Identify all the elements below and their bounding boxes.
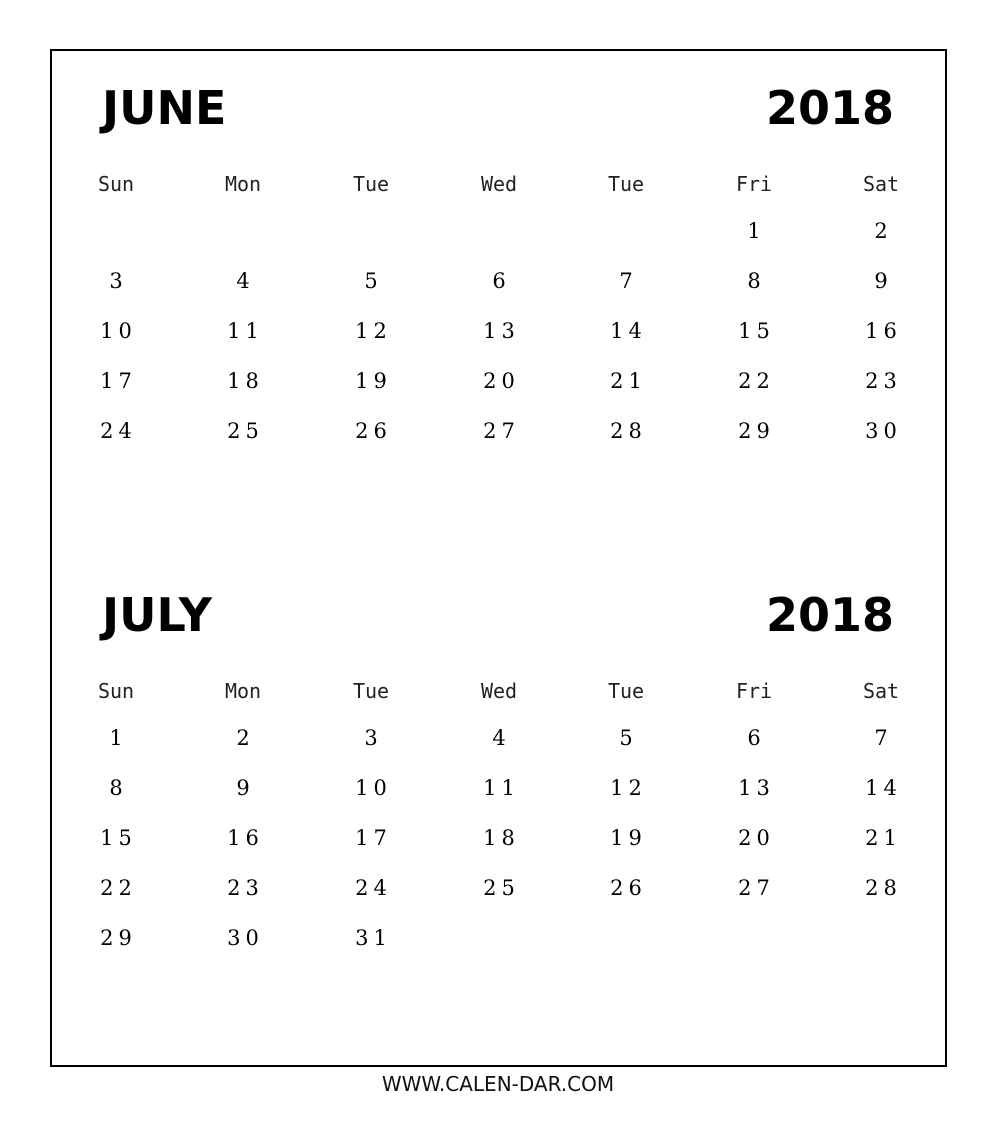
- day-cell: 22: [738, 369, 775, 393]
- day-cell: 23: [227, 876, 264, 900]
- weekday-label: Sun: [97, 172, 135, 196]
- day-cell: 19: [355, 369, 392, 393]
- day-cell: 31: [355, 926, 392, 950]
- day-cell: 27: [738, 876, 775, 900]
- day-cell: 29: [738, 419, 775, 443]
- weekday-label: Wed: [480, 172, 518, 196]
- day-cell: 1: [747, 219, 766, 243]
- calendar-frame: [50, 49, 947, 1067]
- weekday-header-row: [52, 172, 945, 196]
- weekday-label: Fri: [735, 172, 773, 196]
- day-cell: 6: [747, 726, 766, 750]
- day-cell: 23: [865, 369, 902, 393]
- weekday-label: Mon: [224, 172, 262, 196]
- day-cell: 22: [100, 876, 137, 900]
- weekday-label: Wed: [480, 679, 518, 703]
- weekday-header-row: [52, 679, 945, 703]
- weekday-label: Tue: [607, 172, 645, 196]
- day-cell: 3: [364, 726, 383, 750]
- weekday-label: Tue: [607, 679, 645, 703]
- day-cell: 26: [355, 419, 392, 443]
- day-cell: 7: [619, 269, 638, 293]
- day-cell: 8: [747, 269, 766, 293]
- day-cell: 24: [355, 876, 392, 900]
- day-cell: 8: [109, 776, 128, 800]
- day-cell: 10: [100, 319, 137, 343]
- day-cell: 21: [610, 369, 647, 393]
- day-cell: 18: [483, 826, 520, 850]
- day-cell: 21: [865, 826, 902, 850]
- day-cell: 14: [865, 776, 902, 800]
- day-cell: 25: [227, 419, 264, 443]
- day-cell: 27: [483, 419, 520, 443]
- day-cell: 25: [483, 876, 520, 900]
- day-cell: 17: [355, 826, 392, 850]
- weekday-label: Sat: [862, 172, 900, 196]
- day-cell: 16: [227, 826, 264, 850]
- day-cell: 14: [610, 319, 647, 343]
- year-title: 2018: [765, 81, 894, 135]
- day-cell: 3: [109, 269, 128, 293]
- footer-website-url[interactable]: WWW.CALEN-DAR.COM: [381, 1072, 615, 1096]
- day-cell: 24: [100, 419, 137, 443]
- weekday-label: Mon: [224, 679, 262, 703]
- day-cell: 28: [865, 876, 902, 900]
- day-cell: 15: [738, 319, 775, 343]
- day-cell: 11: [483, 776, 520, 800]
- day-cell: 30: [227, 926, 264, 950]
- day-cell: 9: [236, 776, 255, 800]
- day-cell: 28: [610, 419, 647, 443]
- day-cell: 20: [738, 826, 775, 850]
- day-cell: 30: [865, 419, 902, 443]
- weekday-label: Sat: [862, 679, 900, 703]
- weekday-label: Tue: [352, 172, 390, 196]
- day-cell: 5: [364, 269, 383, 293]
- weekday-label: Tue: [352, 679, 390, 703]
- day-cell: 12: [355, 319, 392, 343]
- day-cell: 12: [610, 776, 647, 800]
- day-cell: 13: [483, 319, 520, 343]
- day-cell: 26: [610, 876, 647, 900]
- day-cell: 17: [100, 369, 137, 393]
- day-cell: 11: [227, 319, 264, 343]
- weekday-label: Fri: [735, 679, 773, 703]
- month-title: JUNE: [102, 81, 227, 135]
- day-cell: 6: [492, 269, 511, 293]
- day-cell: 5: [619, 726, 638, 750]
- day-cell: 4: [236, 269, 255, 293]
- day-cell: 16: [865, 319, 902, 343]
- month-title: JULY: [102, 588, 212, 642]
- day-cell: 29: [100, 926, 137, 950]
- day-cell: 2: [874, 219, 893, 243]
- day-cell: 2: [236, 726, 255, 750]
- day-cell: 15: [100, 826, 137, 850]
- day-cell: 20: [483, 369, 520, 393]
- day-cell: 19: [610, 826, 647, 850]
- day-cell: 18: [227, 369, 264, 393]
- day-cell: 1: [109, 726, 128, 750]
- day-cell: 13: [738, 776, 775, 800]
- day-cell: 4: [492, 726, 511, 750]
- day-cell: 7: [874, 726, 893, 750]
- day-cell: 9: [874, 269, 893, 293]
- weekday-label: Sun: [97, 679, 135, 703]
- day-cell: 10: [355, 776, 392, 800]
- year-title: 2018: [765, 588, 894, 642]
